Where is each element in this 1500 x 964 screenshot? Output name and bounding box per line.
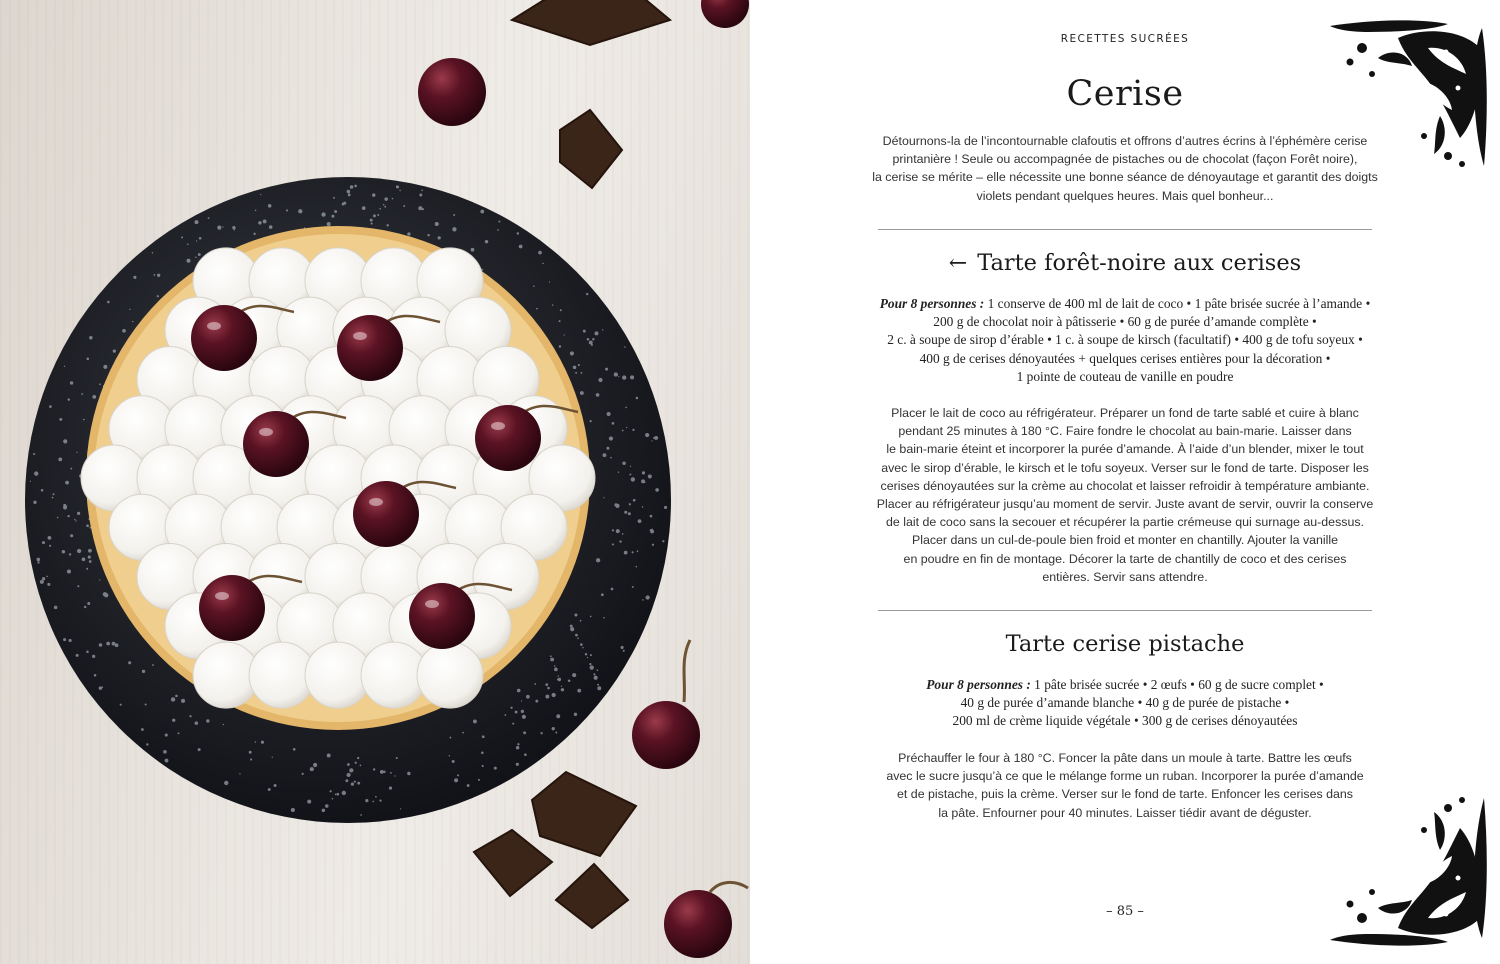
method-line: avec le sucre jusqu’à ce que le mélange forme un ruban. Incorporer la purée d’amande: [886, 769, 1364, 784]
ingredients-line: 400 g de cerises dénoyautées + quelques cerises entières pour la décoration •: [919, 350, 1331, 366]
cream-dollop: [417, 642, 483, 708]
method-line: cerises dénoyautées sur la crème au chocolat et laisser refroidir à température ambiante.: [880, 478, 1370, 493]
intro-line: Détournons-la de l’incontournable clafoutis et offrons d’autres écrins à l’éphémère cerise: [882, 134, 1368, 148]
recipe-title: [750, 250, 1500, 276]
cherry: [353, 481, 419, 547]
method: [850, 749, 1400, 822]
recipe-title: Tarte cerise pistache: [1005, 631, 1245, 657]
ingredients-line: 40 g de purée d’amande blanche • 40 g de purée de pistache •: [960, 695, 1290, 711]
cherry: [243, 411, 309, 477]
ingredients-line: 2 c. à soupe de sirop d’érable • 1 c. à soupe de kirsch (facultatif) • 400 g de tofu soyeux •: [887, 332, 1363, 348]
intro-line: printanière ! Seule ou accompagnée de pistaches ou de chocolat (façon Forêt noire),: [892, 152, 1358, 167]
recipe-title-text: Tarte forêt-noire aux cerises: [977, 250, 1302, 276]
method-line: la pâte. Enfourner pour 40 minutes. Laisser tiédir avant de déguster.: [938, 805, 1312, 820]
method-line: et de pistache, puis la crème. Verser sur le fond de tarte. Enfoncer les cerises dans: [897, 787, 1353, 802]
method-line: de lait de coco sans la secouer et récupérer la partie crémeuse qui surnage au-dessus.: [886, 515, 1364, 530]
page-number: – 85 –: [1106, 904, 1144, 919]
running-head: RECETTES SUCRÉES: [1060, 33, 1190, 45]
intro-line: la cerise se mérite – elle nécessite une bonne séance de dénoyautage et garantit des doigts: [872, 170, 1378, 185]
method-line: Placer dans un cul-de-poule bien froid et monter en chantilly. Ajouter la vanille: [911, 533, 1339, 548]
ingredients-line: Pour 8 personnes : 1 conserve de 400 ml de lait de coco • 1 pâte brisée sucrée à l’amande •: [879, 296, 1371, 311]
method-line: pendant 25 minutes à 180 °C. Faire fondre le chocolat au bain-marie. Laisser dans: [898, 424, 1352, 439]
method: [850, 404, 1400, 586]
ingredients-line: 1 pointe de couteau de vanille en poudre: [1016, 368, 1234, 384]
servings-label: Pour 8 personnes :: [926, 677, 1031, 692]
intro-paragraph: [850, 132, 1400, 205]
intro-line: violets pendant quelques heures. Mais quel bonheur...: [976, 188, 1274, 203]
recipe-page: [750, 0, 1500, 964]
ingredients-line: 200 ml de crème liquide végétale • 300 g de cerises dénoyautées: [952, 713, 1298, 729]
method-line: Placer le lait de coco au réfrigérateur. Préparer un fond de tarte sablé et cuire à blanc: [891, 406, 1359, 420]
divider: [878, 229, 1372, 230]
cherry: [191, 305, 257, 371]
servings-label: Pour 8 personnes :: [879, 296, 985, 311]
cherry: [199, 575, 265, 641]
method-line: Préchauffer le four à 180 °C. Foncer la pâte dans un moule à tarte. Battre les œufs: [898, 751, 1352, 765]
cherry: [475, 405, 541, 471]
method-line: le bain-marie éteint et incorporer la purée d’amande. À l’aide d’un blender, mixer le tout: [886, 442, 1364, 457]
ingredients: [830, 676, 1420, 731]
ingredients: [830, 295, 1420, 386]
page-title: Cerise: [1066, 74, 1184, 114]
cherry: [337, 315, 403, 381]
method-line: entières. Servir sans attendre.: [1042, 569, 1208, 584]
cherry: [409, 583, 475, 649]
method-line: avec le sirop d’érable, le kirsch et le tofu soyeux. Verser sur le fond de tarte. Disposer les: [881, 460, 1369, 475]
floral-corner-ornament-icon: [1328, 790, 1490, 948]
method-line: Placer au réfrigérateur jusqu’au moment de servir. Juste avant de servir, ouvrir la conserve: [876, 497, 1374, 512]
floral-corner-ornament-icon: [1328, 18, 1490, 170]
method-line: en poudre en fin de montage. Décorer la tarte de chantilly de coco et des cerises: [903, 551, 1347, 566]
ingredients-line: Pour 8 personnes : 1 pâte brisée sucrée • 2 œufs • 60 g de sucre complet •: [926, 677, 1324, 692]
arrow-left-icon: ←: [948, 251, 968, 276]
divider: [878, 610, 1372, 611]
ingredients-line: 200 g de chocolat noir à pâtisserie • 60 g de purée d’amande complète •: [933, 314, 1317, 330]
